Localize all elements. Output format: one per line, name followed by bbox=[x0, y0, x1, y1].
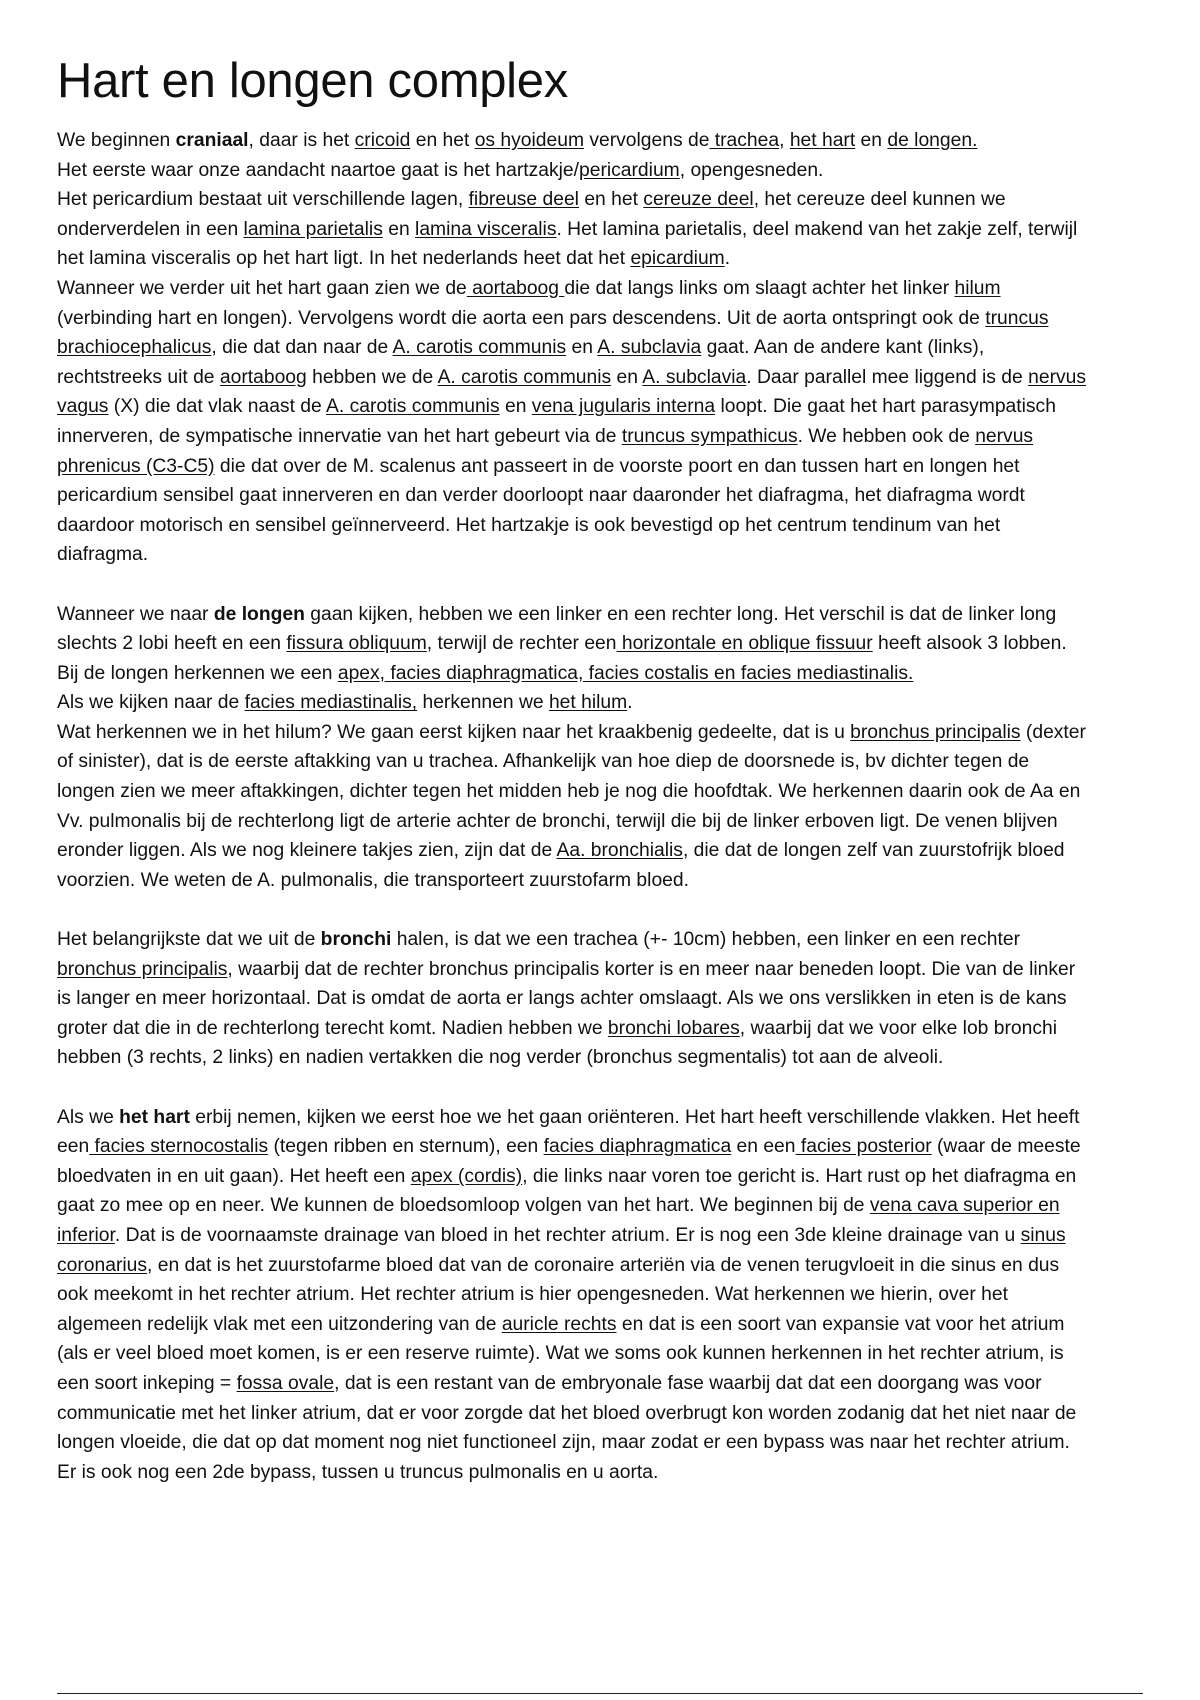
underlined-term: fissura obliquum bbox=[286, 633, 427, 655]
text-run: We beginnen bbox=[57, 130, 176, 151]
text-run: , opengesneden. bbox=[679, 159, 824, 181]
underlined-term: facies sternocostalis bbox=[89, 1136, 269, 1158]
text-run: en bbox=[382, 218, 416, 240]
text-run: (dexter of sinister), dat is de eerste aftakking van u trachea. Afhankelijk van hoe diep de doorsnede is, bv dichter tegen de longen zien we meer aftakkingen, dichter tegen het midden heb je nog die hoofdtak. We herkennen daarin ook de Aa en Vv. pulmonalis bij de rechterlong ligt de arterie achter de bronchi, terwijl die bij de linker erboven ligt. De venen blijven eronder liggen. Als we nog kleinere takjes zien, zijn dat de bbox=[57, 721, 1086, 862]
text-run: , dat is een restant van de embryonale fase waarbij dat dat een doorgang was voor communicatie met het linker atrium, dat er voor zorgde dat het bloed overbrugt kon worden zodanig dat het niet naar de longen vloeide, die dat op dat moment nog niet functioneel zijn, maar zodat er een bypass was naar het rechter atrium. Er is ook nog een 2de bypass, tussen u truncus pulmonalis en u aorta. bbox=[57, 1372, 1077, 1483]
text-run: . bbox=[627, 692, 633, 714]
text-run: , het cereuze deel kunnen we onderverdelen in een bbox=[57, 189, 1006, 240]
text-run: (verbinding hart en longen). Vervolgens wordt die aorta een pars descendens. Uit de aorta ontspringt ook de bbox=[57, 307, 986, 329]
text-run: , waarbij dat we voor elke lob bronchi hebben (3 rechts, 2 links) en nadien vertakken die nog verder (bronchus segmentalis) tot aan de alveoli. bbox=[57, 1017, 1058, 1069]
text-run: , die dat dan naar de bbox=[211, 337, 393, 359]
underlined-term: nervus phrenicus (C3-C5) bbox=[57, 425, 1034, 477]
underlined-term: facies mediastinalis, bbox=[244, 692, 418, 714]
underlined-term: pericardium bbox=[579, 159, 680, 181]
text-run: en een bbox=[731, 1136, 796, 1158]
text-run: Wanneer we naar bbox=[57, 603, 214, 625]
underlined-term: trachea bbox=[709, 130, 780, 151]
text-run: Bij de longen herkennen we een bbox=[57, 662, 338, 684]
paragraph-pericardium bbox=[57, 126, 1090, 570]
text-run: halen, is dat we een trachea (+- 10cm) hebben, een linker en een rechter bbox=[391, 929, 1021, 951]
text-run: , die links naar voren toe gericht is. Hart rust op het diafragma en gaat zo mee op en neer. We kunnen de bloedsomloop volgen van het hart. We beginnen bij de bbox=[57, 1165, 1077, 1217]
underlined-term: het hilum bbox=[548, 692, 628, 714]
text-run: en het bbox=[578, 189, 644, 211]
underlined-term: A. carotis communis bbox=[326, 396, 500, 418]
underlined-term: sinus coronarius bbox=[57, 1224, 1066, 1276]
text-run: , daar is het bbox=[248, 130, 355, 151]
underlined-term: os hyoideum bbox=[474, 130, 585, 151]
underlined-term: fibreuse deel bbox=[468, 189, 579, 211]
text-run: herkennen we bbox=[417, 692, 549, 714]
text-run: Wat herkennen we in het hilum? We gaan eerst kijken naar het kraakbenig gedeelte, dat is u bbox=[57, 721, 851, 743]
underlined-term: lamina parietalis bbox=[243, 218, 383, 240]
text-run: gaan kijken, hebben we een linker en een rechter long. Het verschil is dat de linker long slechts 2 lobi heeft en een bbox=[57, 603, 1057, 655]
underlined-term: apex, facies diaphragmatica, facies costalis en facies mediastinalis. bbox=[337, 662, 914, 684]
text-run: loopt. Die gaat het hart parasympatisch innerveren, de sympatische innervatie van het hart gebeurt via de bbox=[57, 396, 1056, 447]
bold-term: de longen bbox=[213, 603, 305, 625]
text-run: , waarbij dat de rechter bronchus principalis korter is en meer naar beneden loopt. Die van de linker is langer en meer horizontaal. Dat is omdat de aorta er langs achter omslaagt. Als we ons verslikken in eten is de kans groter dat die in de rechterlong terecht komt. Nadien hebben we bbox=[57, 958, 1076, 1039]
text-run: . We hebben ook de bbox=[797, 425, 976, 447]
underlined-term: het hart bbox=[789, 130, 856, 151]
underlined-term: bronchi lobares bbox=[607, 1017, 740, 1039]
paragraph-bronchi bbox=[57, 925, 1090, 1073]
text-run: . Dat is de voornaamste drainage van bloed in het rechter atrium. Er is nog een 3de kleine drainage van u bbox=[114, 1224, 1021, 1246]
underlined-term: fossa ovale bbox=[236, 1372, 335, 1394]
underlined-term: horizontale en oblique fissuur bbox=[616, 633, 873, 655]
underlined-term: epicardium bbox=[630, 248, 725, 270]
text-run: (tegen ribben en sternum), een bbox=[268, 1136, 544, 1158]
underlined-term: auricle rechts bbox=[501, 1313, 617, 1335]
bold-term: craniaal bbox=[175, 130, 249, 151]
text-run: die dat over de M. scalenus ant passeert in de voorste poort en dan tussen hart en longen het pericardium sensibel gaat innerveren en dan verder doorloopt naar daaronder het diafragma, het diafragma wordt daardoor motorisch en sensibel geïnnerveerd. Het hartzakje is ook bevestigd op het centrum tendinum van het diafragma. bbox=[57, 455, 1025, 566]
text-run: , terwijl de rechter een bbox=[426, 633, 617, 655]
bold-term: bronchi bbox=[320, 929, 392, 951]
text-run: hebben we de bbox=[306, 366, 438, 388]
text-run: , die dat de longen zelf van zuurstofrijk bloed voorzien. We weten de A. pulmonalis, die transporteert zuurstofarm bloed. bbox=[57, 840, 1065, 891]
underlined-term: aortaboog bbox=[219, 366, 307, 388]
text-run: en dat is een soort van expansie vat voor het atrium (als er veel bloed moet komen, is er een reserve ruimte). Wat we soms ook kunnen herkennen in het rechter atrium, is een soort inkeping = bbox=[57, 1313, 1065, 1394]
text-run: Het eerste waar onze aandacht naartoe gaat is het hartzakje/ bbox=[57, 159, 579, 181]
underlined-term: truncus sympathicus bbox=[621, 425, 798, 447]
underlined-term: de longen. bbox=[887, 130, 978, 151]
text-run: (waar de meeste bloedvaten in en uit gaan). Het heeft een bbox=[57, 1136, 1081, 1187]
underlined-term: hilum bbox=[954, 277, 1001, 299]
underlined-term: nervus vagus bbox=[57, 366, 1086, 418]
underlined-term: bronchus principalis bbox=[57, 958, 228, 980]
text-run: erbij nemen, kijken we eerst hoe we het gaan oriënteren. Het hart heeft verschillende vlakken. Het heeft een bbox=[57, 1106, 1080, 1158]
underlined-term: A. subclavia bbox=[642, 366, 747, 388]
text-run: en bbox=[499, 396, 532, 418]
text-run: en bbox=[566, 337, 598, 359]
text-run: heeft alsook 3 lobben. bbox=[872, 633, 1067, 655]
text-run: . Het lamina parietalis, deel makend van het zakje zelf, terwijl het lamina visceralis op het hart ligt. In het nederlands heet dat het bbox=[57, 218, 1078, 270]
text-run: , en dat is het zuurstofarme bloed dat van de coronaire arteriën via de venen terugvloeit in die sinus en dus ook meekomt in het rechter atrium. Het rechter atrium is hier opengesneden. Wat herkennen we hierin, over het algemeen redelijk vlak met een uitzondering van de bbox=[57, 1254, 1060, 1335]
underlined-term: cricoid bbox=[354, 130, 411, 151]
paragraph-longen bbox=[57, 600, 1090, 896]
underlined-term: vena cava superior en inferior bbox=[57, 1195, 1060, 1246]
underlined-term: bronchus principalis bbox=[850, 721, 1021, 743]
text-run: Als we bbox=[57, 1106, 120, 1128]
underlined-term: A. carotis communis bbox=[437, 366, 612, 388]
document-body bbox=[57, 126, 1090, 1487]
text-run: Het belangrijkste dat we uit de bbox=[57, 929, 321, 951]
bold-term: het hart bbox=[119, 1106, 190, 1128]
text-run: Wanneer we verder uit het hart gaan zien we de bbox=[57, 277, 467, 299]
underlined-term: aortaboog bbox=[466, 277, 565, 299]
text-run: gaat. Aan de andere kant (links), rechtstreeks uit de bbox=[57, 337, 985, 388]
text-run: vervolgens de bbox=[584, 130, 710, 151]
underlined-term: cereuze deel bbox=[643, 189, 754, 211]
paragraph-hart bbox=[57, 1103, 1090, 1488]
page-title: Hart en longen complex bbox=[57, 54, 568, 108]
text-run: en bbox=[611, 366, 643, 388]
underlined-term: lamina visceralis bbox=[415, 218, 557, 240]
underlined-term: A. subclavia bbox=[597, 337, 702, 359]
footer-divider bbox=[57, 1693, 1143, 1694]
underlined-term: apex (cordis) bbox=[410, 1165, 523, 1187]
text-run: (X) die dat vlak naast de bbox=[108, 396, 327, 418]
underlined-term: facies diaphragmatica bbox=[543, 1136, 732, 1158]
underlined-term: A. carotis communis bbox=[392, 337, 567, 359]
underlined-term: facies posterior bbox=[795, 1136, 932, 1158]
underlined-term: Aa. bronchialis bbox=[556, 840, 683, 862]
underlined-term: truncus brachiocephalicus bbox=[57, 307, 1049, 359]
text-run: . Daar parallel mee liggend is de bbox=[746, 366, 1029, 388]
text-run: Als we kijken naar de bbox=[57, 692, 245, 714]
underlined-term: vena jugularis interna bbox=[531, 396, 716, 418]
text-run: Het pericardium bestaat uit verschillende lagen, bbox=[57, 189, 469, 211]
text-run: die dat langs links om slaagt achter het linker bbox=[564, 277, 955, 299]
text-run: en bbox=[855, 130, 888, 151]
text-run: . bbox=[724, 248, 731, 270]
text-run: en het bbox=[410, 130, 475, 151]
text-run: , bbox=[779, 130, 790, 151]
